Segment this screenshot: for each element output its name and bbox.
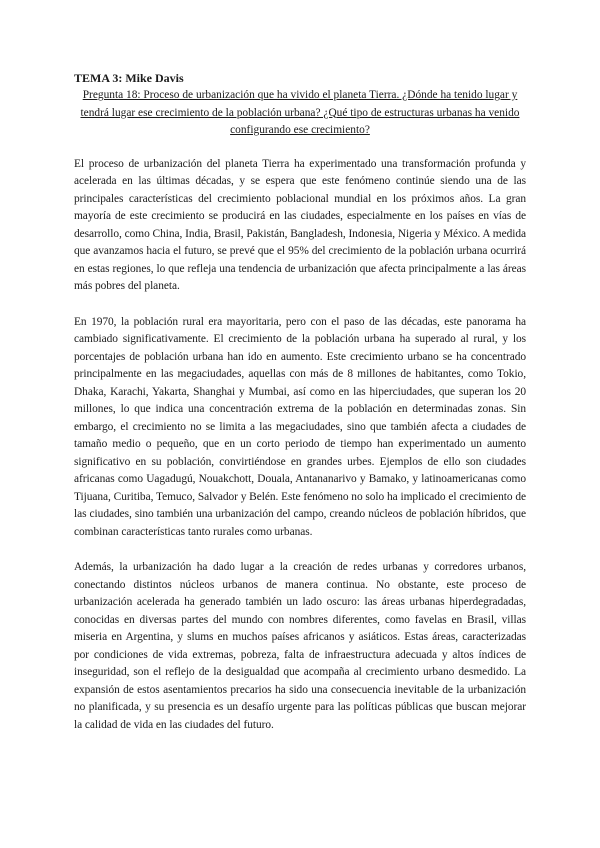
document-title: TEMA 3: Mike Davis (74, 71, 184, 85)
question-heading: Pregunta 18: Proceso de urbanización que ha vivido el planeta Tierra. ¿Dónde ha tenido lugar y tendrá lugar ese crecimiento de la población urbana? ¿Qué tipo de estructuras urbanas ha venido configurando ese crecimiento? (80, 89, 520, 136)
paragraph-1: El proceso de urbanización del planeta Tierra ha experimentado una transformación profunda y acelerada en las últimas décadas, y se espera que este fenómeno continúe siendo una de las principales características del crecimiento poblacional mundial en los próximos años. La gran mayoría de este crecimiento se producirá en las ciudades, especialmente en los países en vías de desarrollo, como China, India, Brasil, Pakistán, Bangladesh, Indonesia, Nigeria y México. A medida que avanzamos hacia el futuro, se prevé que el 95% del crecimiento de la población urbana ocurrirá en estas regiones, lo que refleja una tendencia de urbanización que afecta principalmente a las áreas más pobres del planeta. (74, 157, 526, 292)
paragraph-3: Además, la urbanización ha dado lugar a la creación de redes urbanas y corredores urbanos, conectando distintos núcleos urbanos de manera continua. No obstante, este proceso de urbanización acelerada ha generado también un lado oscuro: las áreas urbanas hiperdegradadas, conocidas en diversas partes del mundo con nombres diferentes, como favelas en Brasil, villas miseria en Argentina, y slums en muchos países africanos y asiáticos. Estas áreas, caracterizadas por condiciones de vida extremas, pobreza, falta de infraestructura adecuada y altos índices de inseguridad, son el reflejo de la desigualdad que acompaña al crecimiento urbano desmedido. La expansión de estos asentamientos precarios ha sido una consecuencia inevitable de la urbanización no planificada, y su presencia es un desafío urgente para las políticas públicas que buscan mejorar la calidad de vida en las ciudades del futuro. (74, 561, 526, 731)
paragraph-2: En 1970, la población rural era mayoritaria, pero con el paso de las décadas, este panorama ha cambiado significativamente. El crecimiento de la población urbana ha superado al rural, y los porcentajes de población urbana han ido en aumento. Este crecimiento urbano se ha concentrado principalmente en las megaciudades, aquellas con más de 8 millones de habitantes, como Tokio, Dhaka, Karachi, Yakarta, Shanghai y Mumbai, así como en las hiperciudades, que superan los 20 millones, lo que indica una concentración extrema de la población en determinadas zonas. Sin embargo, el crecimiento no se limita a las megaciudades, sino que también afecta a ciudades de tamaño medio o pequeño, que en un corto periodo de tiempo han experimentado un aumento significativo en su población, convirtiéndose en grandes urbes. Ejemplos de ello son ciudades africanas como Uagadugú, Nouakchott, Douala, Antananarivo y Bamako, y latinoamericanas como Tijuana, Curitiba, Temuco, Salvador y Belén. Este fenómeno no solo ha implicado el crecimiento de las ciudades, sino también una urbanización del campo, creando núcleos de población híbridos, que combinan características tanto rurales como urbanas. (74, 315, 526, 538)
